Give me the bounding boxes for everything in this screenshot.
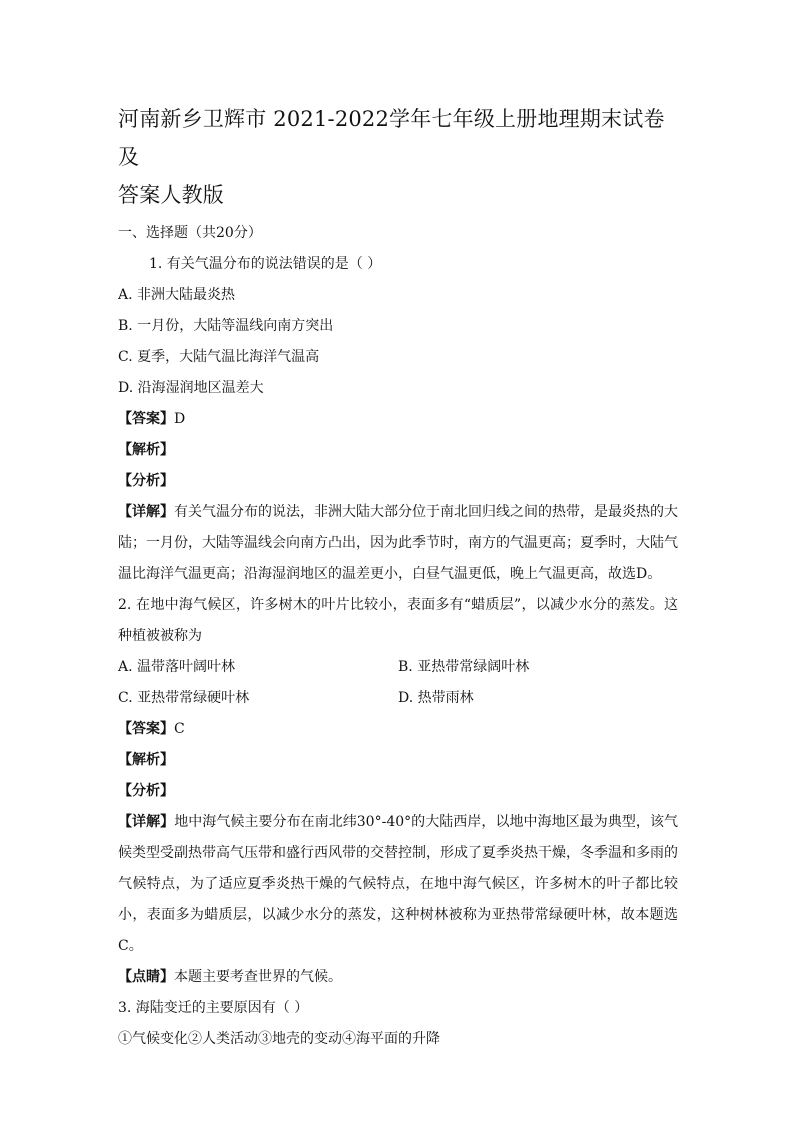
q2-answer-value: C xyxy=(174,721,185,737)
q1-answer xyxy=(118,404,678,435)
q2-options-row-2 xyxy=(118,683,678,714)
q1-detail xyxy=(118,497,678,590)
q1-option-d: D. 沿海湿润地区温差大 xyxy=(118,380,264,396)
section-heading: 一、选择题（共20分） xyxy=(118,225,262,241)
q2-option-c: C. 亚热带常绿硬叶林 xyxy=(118,690,250,706)
q2-options-row-1 xyxy=(118,652,678,683)
q2-option-a: A. 温带落叶阔叶林 xyxy=(118,659,236,675)
q1-option-a: A. 非洲大陆最炎热 xyxy=(118,287,236,303)
q1-detail-text: 有关气温分布的说法，非洲大陆大部分位于南北回归线之间的热带，是最炎热的大陆；一月份，大陆等温线会向南方凸出，因为此季节时，南方的气温更高；夏季时，大陆气温比海洋气温更高；沿海湿润地区的温差更小，白昼气温更低，晚上气温更高，故选D。 xyxy=(118,504,678,582)
q1-detail-tag: 【详解】 xyxy=(118,504,174,520)
q2-fenxi-tag: 【分析】 xyxy=(118,783,174,799)
q2-dianjing-text: 本题主要考查世界的气候。 xyxy=(174,969,342,985)
q1-answer-value: D xyxy=(174,411,186,427)
q1-fenxi-tag: 【分析】 xyxy=(118,473,174,489)
q2-answer-tag: 【答案】 xyxy=(118,721,174,737)
title-line-2: 答案人教版 xyxy=(118,183,224,207)
q3-stem: 3. 海陆变迁的主要原因有（ ） xyxy=(118,1000,309,1016)
q2-detail xyxy=(118,807,678,962)
q2-option-d: D. 热带雨林 xyxy=(398,690,474,706)
q2-answer xyxy=(118,714,678,745)
q3-choices: ①气候变化②人类活动③地壳的变动④海平面的升降 xyxy=(118,1031,440,1047)
q2-stem: 2. 在地中海气候区，许多树木的叶片比较小，表面多有“蜡质层”，以减少水分的蒸发。这种植被被称为 xyxy=(118,597,678,644)
q1-stem: 1. 有关气温分布的说法错误的是（ ） xyxy=(149,256,382,272)
document-title xyxy=(118,100,678,214)
q2-detail-tag: 【详解】 xyxy=(118,814,175,830)
q1-analysis-tag: 【解析】 xyxy=(118,442,174,458)
q2-detail-text: 地中海气候主要分布在南北纬30°-40°的大陆西岸，以地中海地区最为典型，该气候类型受副热带高气压带和盛行西风带的交替控制，形成了夏季炎热干燥，冬季温和多雨的气候特点，为了适应夏季炎热干燥的气候特点，在地中海气候区，许多树木的叶子都比较小，表面多为蜡质层，以减少水分的蒸发，这种树林被称为亚热带常绿硬叶林，故本题选C。 xyxy=(118,814,679,954)
title-line-1: 河南新乡卫辉市 2021-2022学年七年级上册地理期末试卷及 xyxy=(118,107,665,169)
q2-dianjing xyxy=(118,962,678,993)
q2-option-b: B. 亚热带常绿阔叶林 xyxy=(398,659,530,675)
q1-answer-tag: 【答案】 xyxy=(118,411,174,427)
q1-option-c: C. 夏季，大陆气温比海洋气温高 xyxy=(118,349,320,365)
document-content xyxy=(118,100,678,1055)
q2-analysis-tag: 【解析】 xyxy=(118,752,174,768)
q1-option-b: B. 一月份，大陆等温线向南方突出 xyxy=(118,318,334,334)
q2-dianjing-tag: 【点睛】 xyxy=(118,969,174,985)
